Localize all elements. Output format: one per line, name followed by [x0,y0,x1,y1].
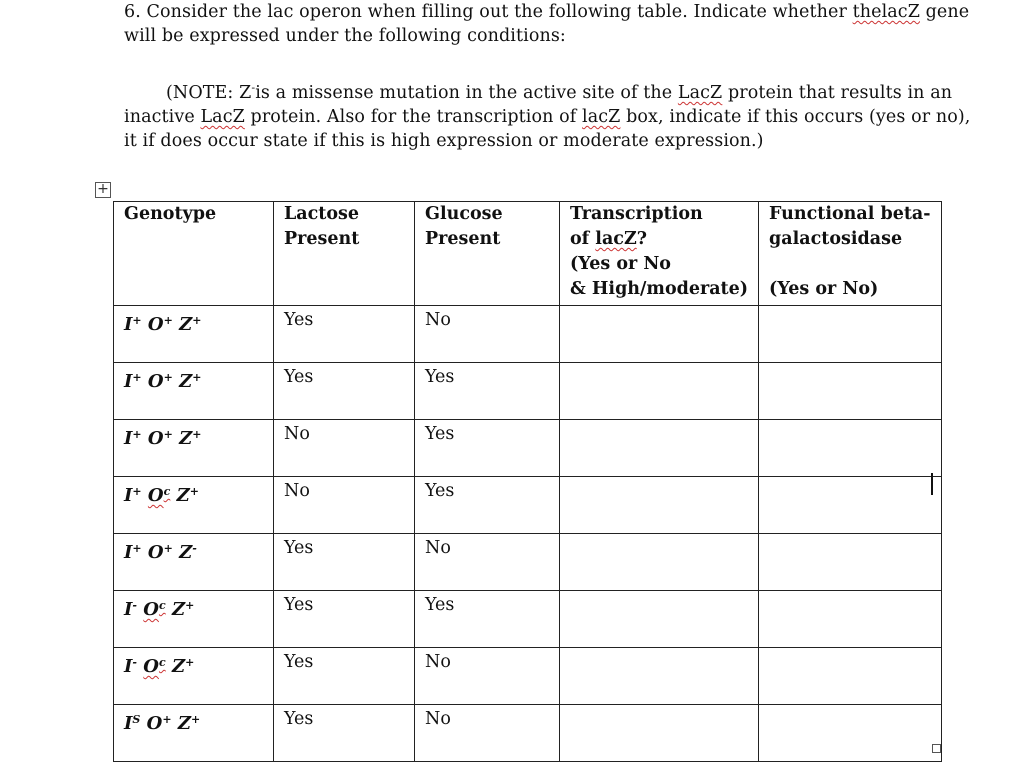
gene-z-sup: + [185,656,195,669]
gene-i-sup: - [132,656,137,669]
gene-o: O [143,599,159,620]
gene-o-sup: + [163,371,173,384]
gene-o: O [147,428,164,449]
gene-o-sup: c [158,656,166,669]
cell-transcription[interactable] [560,420,759,477]
header-glucose-line-1: Glucose [425,204,503,224]
cell-glucose-value: No [425,310,451,330]
cell-glucose-value: No [425,538,451,558]
spellcheck-word-LacZ[interactable]: LacZ [677,82,723,103]
gene-z-sup: + [192,371,202,384]
gene-o: O [147,371,164,392]
header-functional-line-2: galactosidase [769,229,903,249]
header-transcription-line-2 [570,227,748,252]
header-lactose-line-1: Lactose [284,204,360,224]
gene-o: O [147,485,164,506]
gene-o-sup: + [162,713,172,726]
cell-transcription[interactable] [560,363,759,420]
note-line-2-mid: protein. Also for the transcription of [244,106,583,127]
cell-glucose[interactable] [415,648,560,705]
cell-glucose[interactable] [415,534,560,591]
cell-glucose-value: No [425,652,451,672]
spellcheck-word-thelacZ[interactable]: thelacZ [852,2,920,22]
question-line-1 [124,0,1004,24]
cell-lactose-value: Yes [284,538,314,558]
gene-o-sup: + [163,542,173,555]
table-row [114,477,942,534]
cell-lactose-value: Yes [284,310,314,330]
gene-i: I [124,656,133,677]
cell-glucose[interactable] [415,306,560,363]
spellcheck-word-lacZ-header[interactable]: lacZ [595,229,637,249]
gene-z-sup: + [192,314,202,327]
note-line-1-post: protein that results in an [722,82,953,103]
gene-i-sup: + [132,371,142,384]
cell-functional[interactable] [759,420,941,477]
table-row [114,648,942,705]
gene-o: O [147,542,164,563]
cell-transcription[interactable] [560,705,759,762]
cell-lactose-value: Yes [284,595,314,615]
gene-z: Z [171,599,186,620]
gene-o: O [143,656,159,677]
table-header-row [114,202,942,306]
table-row [114,420,942,477]
cell-functional[interactable] [759,534,941,591]
gene-i-sup: + [132,485,142,498]
note-line-1-mid: is a missense mutation in the active site of the [255,82,678,103]
gene-i-sup: - [132,599,137,612]
cell-genotype[interactable] [114,648,274,705]
cell-lactose[interactable] [274,648,415,705]
table-row [114,306,942,363]
gene-i: I [124,314,133,335]
cell-glucose-value: Yes [425,367,455,387]
gene-i-sup: + [132,314,142,327]
cell-lactose-value: Yes [284,367,314,387]
cell-lactose[interactable] [274,306,415,363]
cell-functional[interactable] [759,705,941,762]
cell-functional[interactable] [759,648,941,705]
gene-o: O [146,713,163,734]
cell-glucose[interactable] [415,420,560,477]
note-line-2-pre: inactive [124,106,201,127]
header-lactose[interactable] [274,202,415,306]
gene-i-sup: + [132,428,142,441]
table-row [114,363,942,420]
gene-z: Z [171,656,186,677]
move-icon[interactable]: + [95,182,111,198]
gene-z-sup: + [192,428,202,441]
cell-genotype[interactable] [114,420,274,477]
note-line-1-pre: (NOTE: Z [166,82,252,103]
cell-genotype[interactable] [114,591,274,648]
genotype-text [124,713,200,734]
gene-i: I [124,485,133,506]
gene-i-sup: S [132,713,141,726]
gene-z-sup: - [192,542,197,555]
gene-z-sup: + [189,485,199,498]
cell-genotype[interactable] [114,306,274,363]
genotype-text [124,314,201,335]
cell-lactose[interactable] [274,534,415,591]
table-row [114,591,942,648]
cell-lactose-value: Yes [284,652,314,672]
spellcheck-word-lacZ[interactable]: lacZ [582,106,621,127]
note-text [124,76,1004,153]
lac-operon-table [113,201,942,762]
cell-lactose[interactable] [274,363,415,420]
genotype-text [124,599,194,620]
cell-functional[interactable] [759,306,941,363]
header-functional-line-1: Functional beta- [769,204,931,224]
gene-z: Z [179,314,193,335]
header-functional-line-3: (Yes or No) [769,279,879,299]
gene-o-sup: c [163,485,171,498]
cell-glucose-value: Yes [425,424,455,444]
cell-transcription[interactable] [560,591,759,648]
cell-transcription[interactable] [560,477,759,534]
gene-i: I [124,599,133,620]
gene-z-sup: + [185,599,195,612]
gene-i: I [124,428,133,449]
gene-z: Z [179,428,193,449]
cell-lactose[interactable] [274,477,415,534]
header-glucose-line-2: Present [425,229,501,249]
cell-glucose-value: Yes [425,595,455,615]
text-cursor [931,473,933,495]
cell-glucose[interactable] [415,477,560,534]
header-functional-spacer [769,252,930,277]
cell-glucose-value: No [425,709,451,729]
gene-i-sup: + [132,542,142,555]
cell-transcription[interactable] [560,306,759,363]
note-z-superscript: - [251,81,256,94]
header-functional[interactable] [759,202,941,306]
gene-i: I [124,713,133,734]
question-line-1-post: gene [919,2,970,22]
cell-genotype[interactable] [114,477,274,534]
gene-i: I [124,542,133,563]
header-transcription-line-3: (Yes or No [570,254,671,274]
header-transcription-line-1: Transcription [570,204,703,224]
question-line-2: will be expressed under the following conditions: [124,26,566,46]
header-transcription-line-4: & High/moderate) [570,279,749,299]
genotype-text [124,428,201,449]
header-transcription-line-2-pre: of [570,229,596,249]
note-line-2 [124,105,1004,129]
cell-lactose[interactable] [274,420,415,477]
question-line-1-pre: 6. Consider the lac operon when filling out the following table. Indicate whether [124,2,853,22]
resize-icon[interactable] [932,744,941,753]
spellcheck-word-LacZ-2[interactable]: LacZ [200,106,245,127]
header-transcription[interactable] [560,202,759,306]
genotype-text [124,485,199,506]
genotype-text [124,371,201,392]
cell-glucose[interactable] [415,591,560,648]
cell-genotype[interactable] [114,534,274,591]
cell-glucose[interactable] [415,363,560,420]
header-glucose[interactable] [415,202,560,306]
gene-o-sup: + [163,428,173,441]
cell-functional[interactable] [759,477,941,534]
cell-functional[interactable] [759,363,941,420]
genotype-text [124,656,194,677]
cell-lactose-value: Yes [284,709,314,729]
cell-glucose[interactable] [415,705,560,762]
table-row [114,705,942,762]
table-row [114,534,942,591]
cell-genotype[interactable] [114,363,274,420]
header-transcription-line-2-post: ? [636,229,647,249]
gene-z: Z [179,371,193,392]
cell-functional[interactable] [759,591,941,648]
note-line-2-post: box, indicate if this occurs (yes or no), [620,106,971,127]
cell-transcription[interactable] [560,534,759,591]
cell-lactose-value: No [284,481,310,501]
genotype-text [124,542,197,563]
cell-lactose[interactable] [274,591,415,648]
gene-i: I [124,371,133,392]
gene-z: Z [179,542,193,563]
cell-genotype[interactable] [114,705,274,762]
gene-o-sup: + [163,314,173,327]
cell-lactose[interactable] [274,705,415,762]
gene-o: O [147,314,164,335]
header-genotype[interactable] [114,202,274,306]
note-line-1 [124,76,1004,105]
cell-lactose-value: No [284,424,310,444]
note-line-3: it if does occur state if this is high expression or moderate expression.) [124,130,764,151]
cell-transcription[interactable] [560,648,759,705]
header-lactose-line-2: Present [284,229,360,249]
gene-z: Z [177,713,191,734]
gene-z: Z [176,485,190,506]
header-genotype-label: Genotype [124,204,217,224]
cell-glucose-value: Yes [425,481,455,501]
question-text [124,0,1004,48]
gene-o-sup: c [158,599,166,612]
gene-z-sup: + [190,713,201,726]
